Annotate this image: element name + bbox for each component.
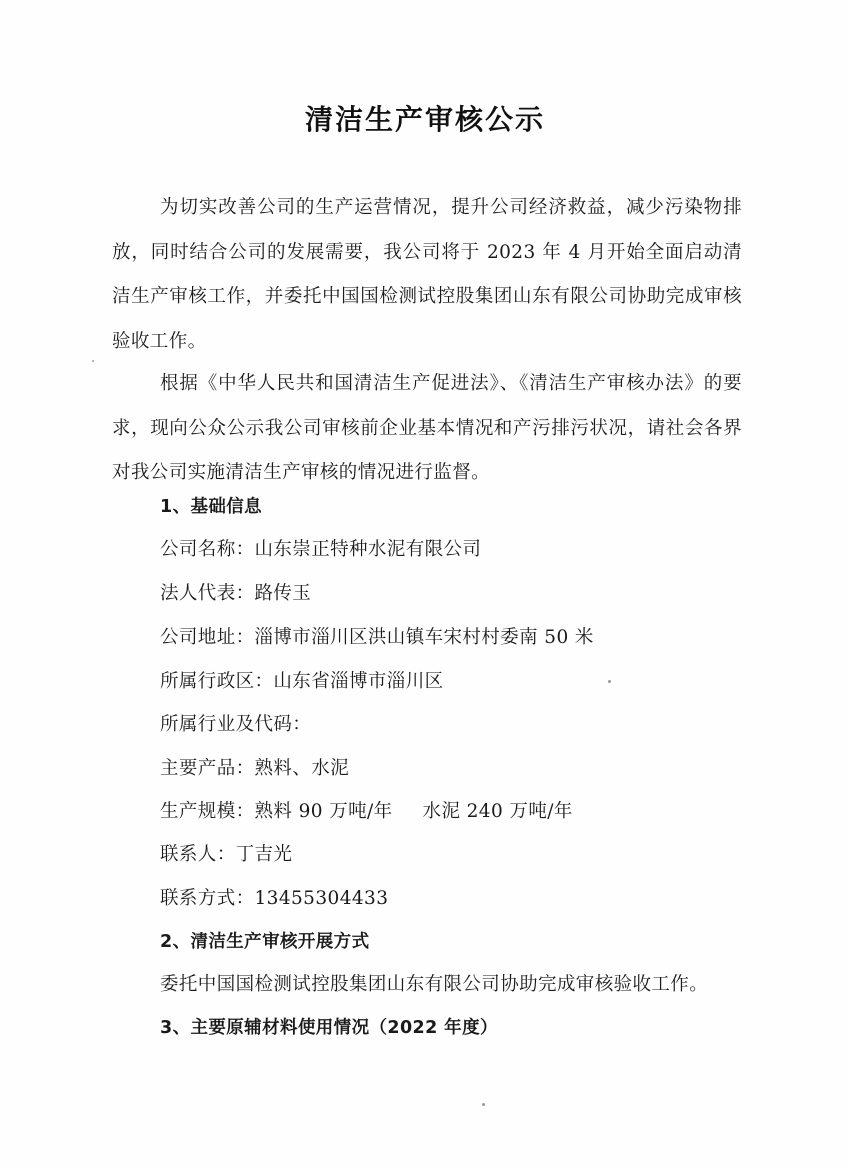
page-title: 清洁生产审核公示 [304, 103, 545, 136]
scan-speck [608, 680, 611, 683]
contact-phone-line: 联系方式：13455304433 [160, 888, 389, 909]
scan-speck [482, 1103, 485, 1106]
legal-basis-paragraph: 根据《中华人民共和国清洁生产促进法》、《清洁生产审核办法》的要求，现向公众公示我公司审核前企业基本情况和产污排污状况，请社会各界对我公司实施清洁生产审核的情况进行监督。 [112, 373, 742, 483]
section-heading-basic-info: 1、基础信息 [160, 497, 263, 517]
production-scale-line [160, 797, 573, 827]
scan-speck [92, 360, 94, 362]
industry-code-line: 所属行业及代码： [160, 714, 312, 735]
administrative-region-line: 所属行政区：山东省淄博市淄川区 [160, 671, 444, 692]
company-address-line: 公司地址：淄博市淄川区洪山镇车宋村村委南 50 米 [160, 627, 594, 648]
contact-person-line: 联系人：丁吉光 [160, 844, 293, 865]
clinker-scale: 生产规模：熟料 90 万吨/年 [160, 801, 393, 822]
section-heading-materials: 3、主要原辅材料使用情况（2022 年度） [160, 1018, 498, 1038]
section-heading-audit-method: 2、清洁生产审核开展方式 [160, 932, 370, 952]
company-name-line: 公司名称：山东崇正特种水泥有限公司 [160, 539, 482, 560]
cement-scale: 水泥 240 万吨/年 [422, 801, 573, 822]
main-products-line: 主要产品：熟料、水泥 [160, 758, 350, 779]
intro-paragraph: 为切实改善公司的生产运营情况，提升公司经济救益，减少污染物排放，同时结合公司的发展需要，我公司将于 2023 年 4 月开始全面启动清洁生产审核工作，并委托中国国检测试控股集团山东有限公司协助完成审核验收工作。 [112, 197, 742, 352]
audit-method-text: 委托中国国检测试控股集团山东有限公司协助完成审核验收工作。 [160, 974, 709, 995]
legal-representative-line: 法人代表：路传玉 [160, 583, 312, 604]
